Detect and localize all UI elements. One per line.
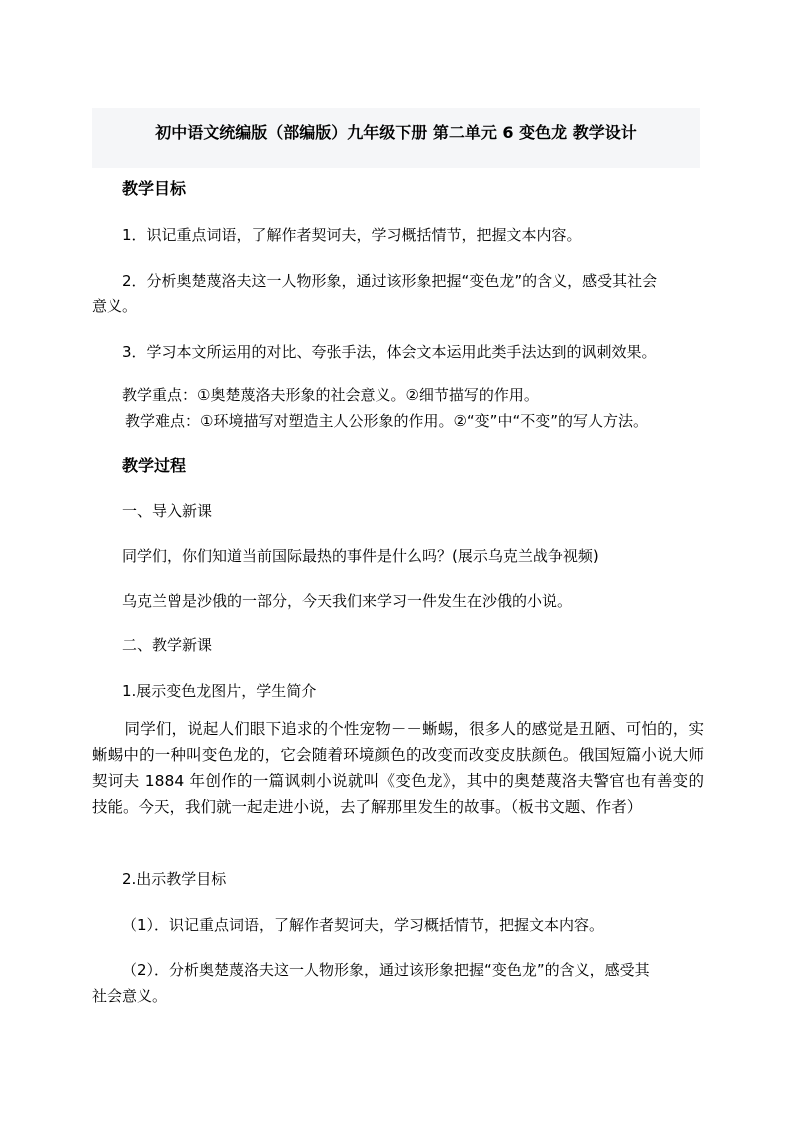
objective-2-line-2: 意义。 (92, 297, 138, 315)
process-heading: 教学过程 (122, 456, 187, 475)
section-2-heading: 二、教学新课 (122, 636, 213, 654)
goal-2-line-2: 社会意义。 (92, 987, 168, 1005)
goal-1: （1）．识记重点词语，了解作者契诃夫，学习概括情节，把握文本内容。 (122, 916, 605, 934)
goal-2-line-1: （2）．分析奥楚蔑洛夫这一人物形象，通过该形象把握“变色龙”的含义，感受其 (122, 961, 650, 979)
objective-1: 1．识记重点词语，了解作者契诃夫，学习概括情节，把握文本内容。 (122, 226, 582, 244)
difficulties: 教学难点：①环境描写对塑造主人公形象的作用。②“变”中“不变”的写人方法。 (125, 412, 648, 430)
intro-paragraph-2: 乌克兰曾是沙俄的一部分，今天我们来学习一件发生在沙俄的小说。 (122, 592, 573, 610)
step-1-heading: 1.展示变色龙图片，学生简介 (122, 682, 317, 700)
objectives-heading: 教学目标 (122, 179, 187, 198)
objective-2-line-1: 2．分析奥楚蔑洛夫这一人物形象，通过该形象把握“变色龙”的含义，感受其社会 (122, 272, 658, 290)
section-1-heading: 一、导入新课 (122, 502, 213, 520)
key-points: 教学重点：①奥楚蔑洛夫形象的社会意义。②细节描写的作用。 (122, 386, 539, 404)
document-title: 初中语文统编版（部编版）九年级下册 第二单元 6 变色龙 教学设计 (155, 123, 637, 142)
step-1-paragraph: 同学们，说起人们眼下追求的个性宠物－－蜥蜴，很多人的感觉是丑陋、可怕的，实蜥蜴中的一种叫变色龙的，它会随着环境颜色的改变而改变皮肤颜色。俄国短篇小说大师契诃夫 1884 年创作的一篇讽刺小说就叫《变色龙》，其中的奥楚蔑洛夫警官也有善变的技能。今天，我们就一起走进小说，去了解那里发生的故事。（板书文题、作者） (92, 720, 704, 816)
step-2-heading: 2.出示教学目标 (122, 870, 227, 888)
intro-paragraph-1: 同学们，你们知道当前国际最热的事件是什么吗？(展示乌克兰战争视频) (122, 547, 599, 565)
objective-3: 3．学习本文所运用的对比、夸张手法，体会文本运用此类手法达到的讽刺效果。 (122, 343, 657, 361)
